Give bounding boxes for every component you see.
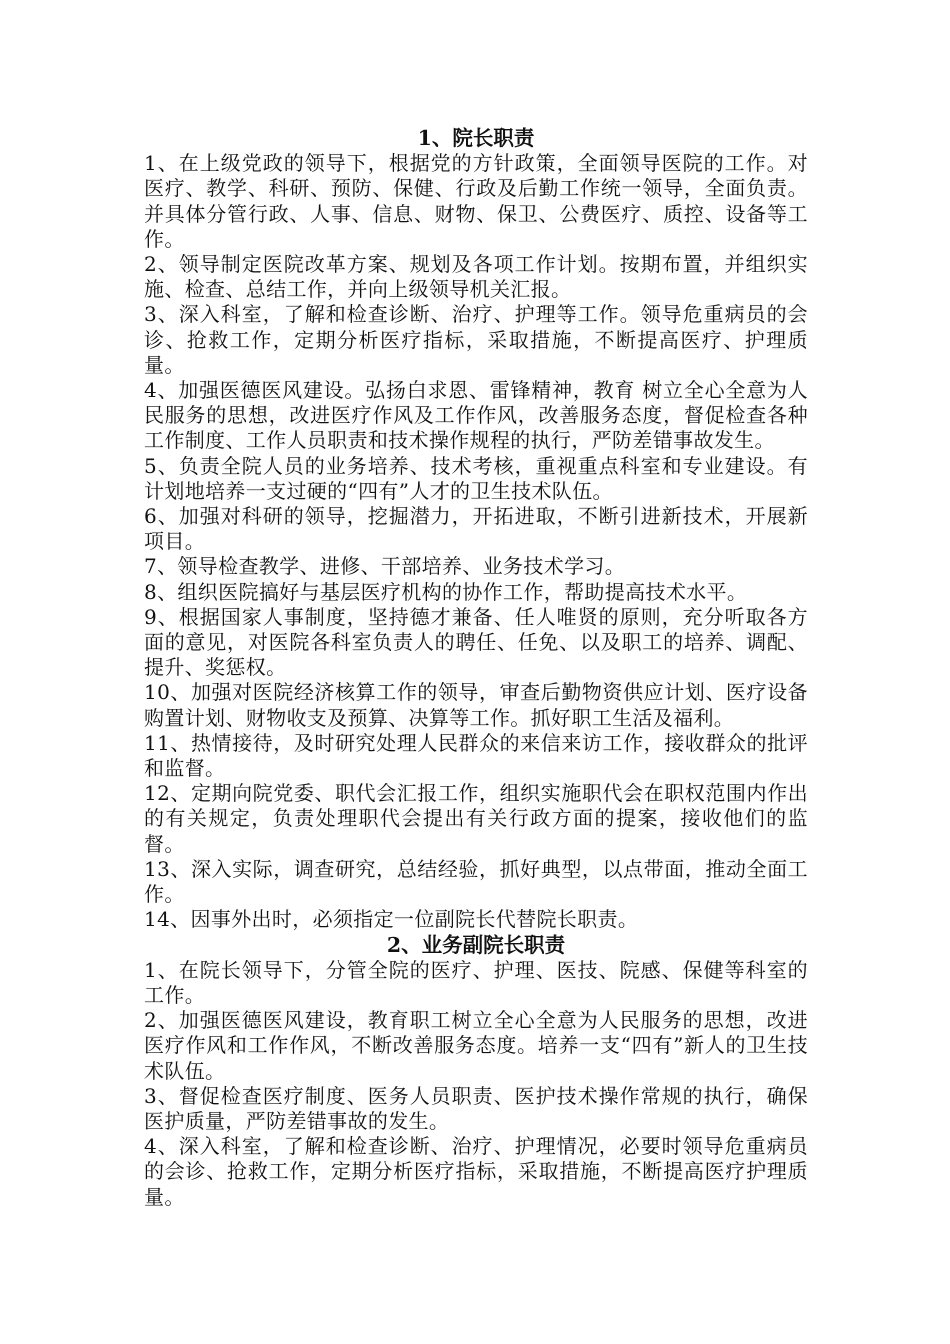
duty-item: 6、加强对科研的领导，挖掘潜力，开拓进取，不断引进新技术，开展新项目。: [144, 504, 808, 554]
duty-item: 1、在院长领导下，分管全院的医疗、护理、医技、院感、保健等科室的工作。: [144, 957, 808, 1007]
duty-item: 4、加强医德医风建设。弘扬白求恩、雷锋精神，教育 树立全心全意为人民服务的思想，改进医疗作风及工作作风，改善服务态度，督促检查各种工作制度、工作人员职责和技术操作规程的执行，严防差错事故发生。: [144, 378, 808, 453]
duty-item: 5、负责全院人员的业务培养、技术考核，重视重点科室和专业建设。有计划地培养一支过硬的“四有”人才的卫生技术队伍。: [144, 453, 808, 503]
duty-item: 2、领导制定医院改革方案、规划及各项工作计划。按期布置，并组织实施、检查、总结工作，并向上级领导机关汇报。: [144, 252, 808, 302]
duty-item: 11、热情接待，及时研究处理人民群众的来信来访工作，接收群众的批评和监督。: [144, 730, 808, 781]
section-vice-director-duties: [144, 933, 808, 1210]
section-title: 1、院长职责: [417, 126, 535, 150]
duty-item: 12、定期向院党委、职代会汇报工作，组织实施职代会在职权范围内作出的有关规定，负责处理职代会提出有关行政方面的提案，接收他们的监督。: [144, 781, 808, 856]
duty-item: 3、深入科室，了解和检查诊断、治疗、护理等工作。领导危重病员的会诊、抢救工作，定期分析医疗指标，采取措施，不断提高医疗、护理质量。: [144, 302, 808, 377]
duty-item: 1、在上级党政的领导下，根据党的方针政策，全面领导医院的工作。对医疗、教学、科研、预防、保健、行政及后勤工作统一领导，全面负责。并具体分管行政、人事、信息、财物、保卫、公费医疗、质控、设备等工作。: [144, 151, 808, 251]
duty-item: 8、组织医院搞好与基层医疗机构的协作工作，帮助提高技术水平。: [144, 579, 748, 604]
duty-item: 13、深入实际，调查研究，总结经验，抓好典型，以点带面，推动全面工作。: [144, 856, 808, 907]
document-page: [144, 118, 808, 1210]
section-title: 2、业务副院长职责: [386, 932, 566, 957]
duty-item: 10、加强对医院经济核算工作的领导，审查后勤物资供应计划、医疗设备购置计划、财物收支及预算、决算等工作。抓好职工生活及福利。: [144, 680, 808, 730]
duty-item: 2、加强医德医风建设，教育职工树立全心全意为人民服务的思想，改进医疗作风和工作作风，不断改善服务态度。培养一支“四有”新人的卫生技术队伍。: [144, 1008, 808, 1083]
section-director-duties: [144, 126, 808, 933]
duty-item: 9、根据国家人事制度，坚持德才兼备、任人唯贤的原则，充分听取各方面的意见，对医院各科室负责人的聘任、任免、以及职工的培养、调配、提升、奖惩权。: [144, 604, 808, 680]
duty-item: 3、督促检查医疗制度、医务人员职责、医护技术操作常规的执行，确保医护质量，严防差错事故的发生。: [144, 1083, 808, 1133]
duty-item: 14、因事外出时，必须指定一位副院长代替院长职责。: [144, 907, 639, 932]
duty-item: 7、领导检查教学、进修、干部培养、业务技术学习。: [144, 554, 626, 579]
duty-item: 4、深入科室，了解和检查诊断、治疗、护理情况，必要时领导危重病员的会诊、抢救工作，定期分析医疗指标，采取措施，不断提高医疗护理质量。: [144, 1134, 808, 1209]
